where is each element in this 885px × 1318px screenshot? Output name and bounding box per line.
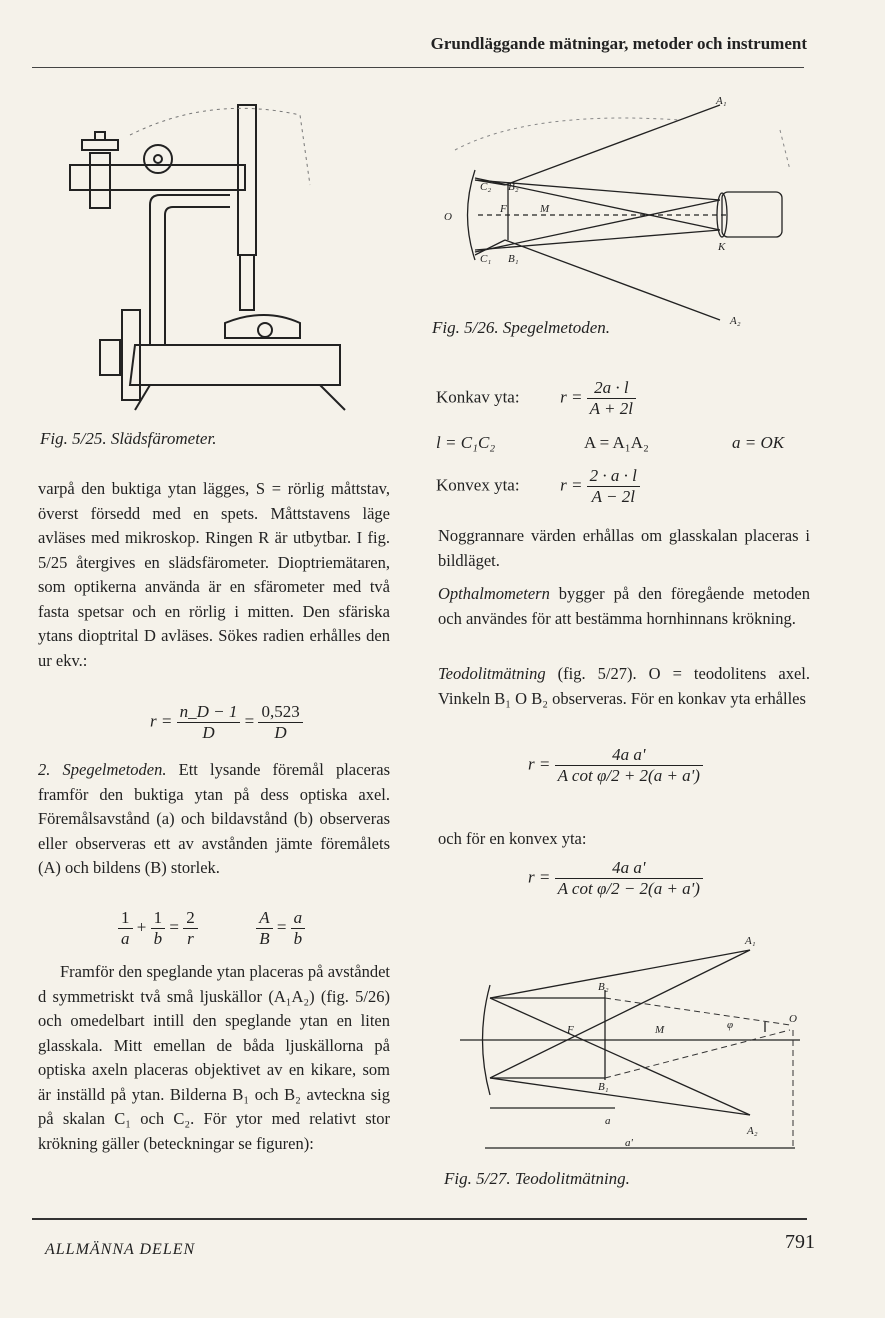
fig26-label-k: K: [718, 241, 726, 253]
fig27-label-f: F: [567, 1024, 574, 1036]
right-paragraph-1: Noggrannare värden erhållas om glasskalan placeras i bildläget.: [438, 526, 810, 570]
fig27-label-phi: φ: [727, 1019, 734, 1031]
left-paragraph-3: Framför den speglande ytan placeras på avståndet d symmetriskt två små ljuskällor (A₁A₂) (fig. 5/26) och omedelbart intill den speglande ytan en liten glasskala. Mitt emellan de båda ljuskällorna på optiska axeln placeras objektivet av en kikare, som är inställd på ytan. Bilderna B₁ och B₂ avteckna sig på skalan C₁ och C₂. För ytor med relativt stor krökning gäller (beteckningar se figuren):: [38, 962, 390, 1153]
fig27-label-b2: B₂: [598, 981, 609, 993]
fig26-label-a1: A₁: [716, 95, 727, 107]
fig26-label-c1: C₁: [480, 253, 492, 265]
left-paragraph-2: 2. Spegelmetoden. Ett lysande föremål placeras framför den buktiga ytan på dess optiska axel. Föremålsavstånd (a) och bildavstånd (b) observeras eller observeras ett av avstånden jämte föremålets (A) och bildens (B) storlek.: [38, 760, 391, 877]
fig26-label-b1: B₁: [508, 253, 519, 265]
fig27-label-b1: B₁: [598, 1081, 609, 1093]
formula-teodolit-konvex: r = $\frac{\text{4a a'}}{\text{A cot φ/2 − 2(a + a')}}$: [528, 858, 703, 899]
fig27-label-a: a: [605, 1115, 611, 1127]
fig-5-27-drawing: [455, 930, 815, 1165]
running-header: Grundläggande mätningar, metoder och instrument: [430, 34, 807, 53]
formula-definitions: l = C₁C₂ A = A₁A₂ a = OK: [436, 433, 785, 452]
fig27-label-a1: A₁: [745, 935, 756, 947]
fig26-label-c2: C₂: [480, 181, 492, 193]
fig-5-25-caption: Fig. 5/25. Slädsfärometer.: [40, 429, 217, 448]
fig26-label-f: F: [500, 203, 507, 215]
formula-teodolit-konkav: r = $\frac{\text{4a a'}}{\text{A cot φ/2 + 2(a + a')}}$: [528, 745, 703, 786]
fig-5-25-drawing: [60, 95, 360, 415]
page-number: 791: [785, 1231, 815, 1253]
formula-dioptri: r = $\frac{n\_D - 1}{D}$ = $\frac{0,523}{D}$: [150, 702, 303, 743]
fig-5-26-caption: Fig. 5/26. Spegelmetoden.: [432, 318, 610, 337]
fig26-label-m: M: [540, 203, 550, 215]
fig26-label-b2: B₂: [508, 181, 519, 193]
fig-5-26-drawing: [430, 90, 805, 330]
right-paragraph-2: Opthalmometern bygger på den föregående metoden och användes för att bestämma hornhinnans krökning.: [438, 584, 810, 628]
formula-lens: $\frac{1}{a}$ + $\frac{1}{b}$ = $\frac{2}{r}$ $\frac{A}{B}$ = $\frac{a}{b}$: [118, 908, 305, 949]
footer-rule: [32, 1218, 807, 1220]
left-paragraph-1: varpå den buktiga ytan lägges, S = rörlig måttstav, överst försedd med en spets. Måttstavens läge avläses med mikroskop. Ringen R är utbytbar. I fig. 5/25 återgives en slädsfärometer. Dioptriemätaren, som optikerna använda är en sfärometer med två fasta spetsar och en rörlig i mitten. Den sfäriska ytans dioptrital D avläses. Sökes radien erhålles den ur ekv.:: [38, 479, 390, 670]
right-paragraph-3: Teodolitmätning (fig. 5/27). O = teodolitens axel. Vinkeln B₁ O B₂ observeras. För en konkav yta erhålles: [438, 664, 810, 708]
fig-5-27-caption: Fig. 5/27. Teodolitmätning.: [444, 1169, 630, 1188]
right-paragraph-4: och för en konvex yta:: [438, 829, 587, 848]
fig27-label-a2: A₂: [747, 1125, 758, 1137]
header-rule: [32, 67, 804, 68]
fig27-label-o: O: [789, 1013, 797, 1025]
fig26-label-a2: A₂: [730, 315, 741, 327]
formula-konkav: Konkav yta: r = $\frac{2a \cdot l}{A + 2l}$: [436, 378, 636, 419]
footer-section: ALLMÄNNA DELEN: [45, 1241, 196, 1258]
fig27-label-a-prime: a': [625, 1137, 633, 1149]
fig27-label-m: M: [655, 1024, 665, 1036]
formula-konvex: Konvex yta: r = $\frac{2 \cdot a \cdot l}{A - 2l}$: [436, 466, 640, 507]
fig26-label-o: O: [444, 211, 452, 223]
